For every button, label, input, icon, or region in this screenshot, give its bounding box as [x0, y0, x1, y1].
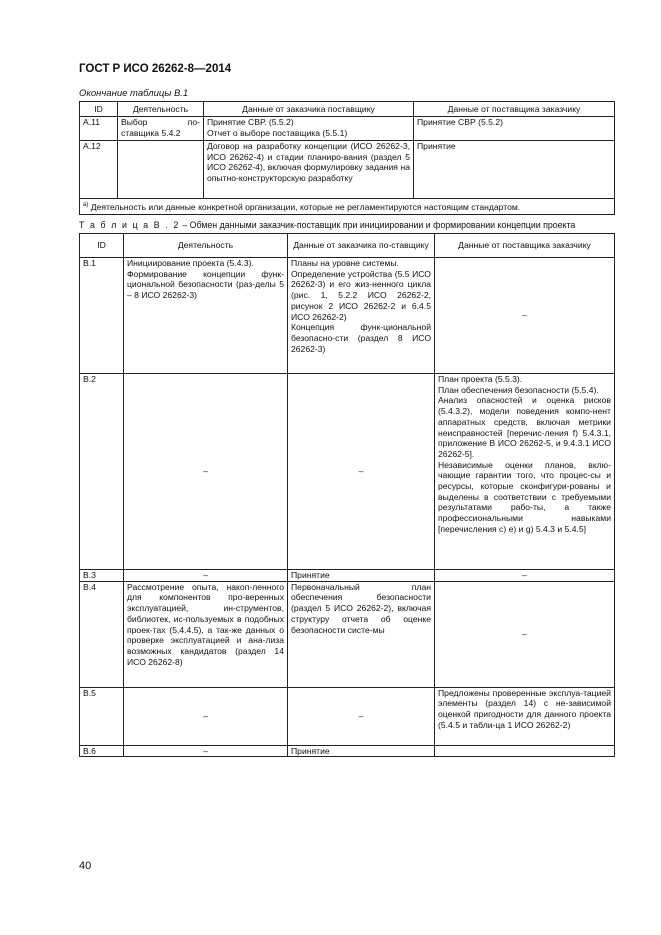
- table1-col-from-supplier: Данные от поставщика заказчику: [414, 102, 615, 117]
- table-row: [80, 141, 615, 199]
- row-id: A.12: [80, 141, 118, 199]
- table-row: [80, 570, 615, 582]
- page-number: 40: [79, 860, 92, 872]
- document-header: ГОСТ Р ИСО 26262-8—2014: [79, 63, 232, 75]
- row-id: A.11: [80, 117, 118, 141]
- row-id: В.5: [80, 687, 124, 745]
- row-from-customer: Первоначальный план обеспечения безопасности (раздел 5 ИСО 26262-2), включая структуру отчета об оценке безопасности систе-мы: [288, 581, 435, 687]
- row-activity: –: [124, 570, 288, 582]
- row-id: В.2: [80, 374, 124, 570]
- row-id: В.4: [80, 581, 124, 687]
- row-id: В.3: [80, 570, 124, 582]
- row-from-supplier: Предложены проверенные эксплуа-тацией элементы (раздел 14) с не-зависимой оценкой пригодности для данного проекта (5.4.5 и табли-ца 1 ИСО 26262-2): [435, 687, 615, 745]
- row-activity: –: [124, 374, 288, 570]
- row-from-customer: Планы на уровне системы. Определение устройства (5.5 ИСО 26262-3) и его жиз-ненного цикла (рис. 1, 5.2.2 ИСО 26262-2, рисунок 2 ИСО 26262-2 и 6.4.5 ИСО 26262-2) Концепция функ-циональной безопасно-сти (раздел 8 ИСО 26262-3): [288, 258, 435, 374]
- row-activity: Выбор по-ставщика 5.4.2: [118, 117, 204, 141]
- table1-col-activity: Деятельность: [118, 102, 204, 117]
- table2-col-from-customer: Данные от заказчика по-ставщику: [288, 234, 435, 258]
- row-activity: Инициирование проекта (5.4.3). Формирование концепции функ-циональной безопасности (раз-делы 5 – 8 ИСО 26262-3): [124, 258, 288, 374]
- table-row: [80, 745, 615, 757]
- row-id: В.1: [80, 258, 124, 374]
- table1-col-id: ID: [80, 102, 118, 117]
- table1-col-from-customer: Данные от заказчика поставщику: [204, 102, 414, 117]
- table-row: [80, 258, 615, 374]
- table1-caption: Окончание таблицы В.1: [79, 88, 189, 99]
- row-activity: –: [124, 745, 288, 757]
- row-from-supplier: Принятие: [414, 141, 615, 199]
- table1-footnote: $^{а)}$ Деятельность или данные конкретной организации, которые не регламентируются настоящим стандартом.: [80, 199, 615, 215]
- table-row: [80, 374, 615, 570]
- table2: [79, 233, 615, 757]
- row-from-customer: Принятие: [288, 745, 435, 757]
- row-from-customer: Принятие СВР. (5.5.2) Отчет о выборе поставщика (5.5.1): [204, 117, 414, 141]
- table-row: [80, 687, 615, 745]
- row-from-supplier: –: [435, 570, 615, 582]
- row-from-supplier: –: [435, 581, 615, 687]
- table2-col-id: ID: [80, 234, 124, 258]
- row-from-supplier: –: [435, 258, 615, 374]
- row-from-supplier: Принятие СВР (5.5.2): [414, 117, 615, 141]
- row-from-customer: –: [288, 374, 435, 570]
- row-from-customer: Принятие: [288, 570, 435, 582]
- table2-col-activity: Деятельность: [124, 234, 288, 258]
- table-row: [80, 581, 615, 687]
- row-activity: –: [124, 687, 288, 745]
- table2-caption: Т а б л и ц а В . 2 – Обмен данными заказчик-поставщик при инициировании и формировании концепции проекта: [79, 220, 576, 230]
- row-from-supplier: [435, 745, 615, 757]
- row-activity: Рассмотрение опыта, накоп-ленного для компонентов про-веренных эксплуатацией, ин-струментов, библиотек, ис-пользуемых в подобных проек-тах (5.4.4.5), а так-же данных о проверке эксплуатацией и ана-лиза возможных кандидатов (раздел 14 ИСО 26262-8): [124, 581, 288, 687]
- row-id: В.6: [80, 745, 124, 757]
- table-row: [80, 117, 615, 141]
- table2-col-from-supplier: Данные от поставщика заказчику: [435, 234, 615, 258]
- row-from-supplier: План проекта (5.5.3). План обеспечения безопасности (5.5.4). Анализ опасностей и оценка рисков (5.4.3.2), модели поведения компо-нент аппаратных средств, включая метрики неисправностей [перечис-ления f) 5.4.3.1, приложение В ИСО 26262-5, и 9.4.3.1 ИСО 26262-5]. Независимые оценки планов, вклю-чающие гарантии того, что процес-сы и ресурсы, которые сконфигури-рованы и выделены в соответствии с требуемыми результатами рабо-ты, а также профессиональными навыками [перечисления с) е) и g) 5.4.3 и 5.4.5]: [435, 374, 615, 570]
- row-activity: [118, 141, 204, 199]
- table1: [79, 101, 615, 215]
- row-from-customer: Договор на разработку концепции (ИСО 26262-3, ИСО 26262-4) и стадии планиро-вания (раздел 5 ИСО 26262-4), включая формулировку задания на опытно-конструкторскую разработку: [204, 141, 414, 199]
- row-from-customer: –: [288, 687, 435, 745]
